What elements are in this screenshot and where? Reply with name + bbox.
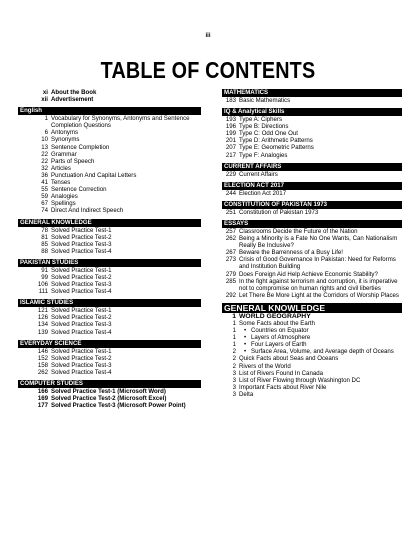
section-heading: GENERAL KNOWLEDGE: [18, 219, 201, 227]
entry-title: Crisis of Good Governance In Pakistan: Need for Reforms and Institution Building: [239, 256, 396, 271]
toc-section: [222, 89, 402, 104]
entry-title: • Surface Area, Volume, and Average depth of Oceans: [239, 348, 402, 355]
section-heading: CURRENT AFFAIRS: [222, 163, 402, 171]
page-ref: 74: [41, 207, 48, 215]
toc-entry: [18, 329, 201, 336]
entry-title: Let There Be More Light at the Corridors of Worship Places: [239, 291, 399, 299]
entry-title: Advertisement: [51, 96, 94, 104]
entry-title: Articles: [51, 164, 71, 172]
toc-entry: [222, 235, 402, 249]
entry-title: Does Foreign Aid Help Achieve Economic Stability?: [239, 270, 378, 278]
page-ref: 22: [41, 150, 48, 158]
page-ref: 67: [41, 200, 48, 208]
entry-title: Classrooms Decide the Future of the Nation: [239, 227, 358, 235]
entry-title: Solved Practice Test-1: [51, 266, 112, 274]
entry-title: Constitution of Pakistan 1973: [239, 208, 319, 216]
entry-title: WORLD GEOGRAPHY: [239, 312, 311, 320]
toc-entry: [18, 321, 201, 328]
page-ref: 201: [225, 137, 236, 145]
page-ref: 41: [41, 179, 48, 187]
entry-title: Solved Practice Test-4: [51, 328, 112, 336]
entry-title: Being a Minority is a Fate No One Wants, Can Nationalism Really Be Inclusive?: [239, 235, 398, 250]
entry-title: • Layers of Atmosphere: [239, 334, 402, 341]
toc-entry: [18, 129, 201, 136]
entry-title: Solved Practice Test-2: [51, 233, 112, 241]
entry-title: Solved Practice Test-3: [51, 361, 112, 369]
toc-entry: [222, 341, 402, 348]
entry-title: List of River Flowing through Washington DC: [239, 376, 361, 384]
toc-entry: [222, 355, 402, 362]
toc-entry: [18, 158, 201, 165]
entry-title: Important Facts about River Nile: [239, 383, 327, 391]
toc-section: [18, 299, 201, 335]
entry-title: Sentence Completion: [51, 143, 110, 151]
entry-title: Solved Practice Test-3 (Microsoft Power Point): [51, 402, 186, 410]
toc-section: [222, 303, 402, 398]
toc-entry: [222, 327, 402, 334]
entry-title: List of Rivers Found In Canada: [239, 369, 324, 377]
page-ref: 88: [41, 247, 48, 255]
entry-title: Solved Practice Test-2: [51, 273, 112, 281]
toc-entry: [222, 370, 402, 377]
entry-title: Solved Practice Test-3: [51, 321, 112, 329]
toc-entry: [222, 377, 402, 384]
entry-title: About the Book: [51, 89, 97, 96]
page-ref: 13: [41, 143, 48, 151]
page-ref: 146: [37, 347, 48, 355]
entry-title: Spellings: [51, 200, 76, 208]
entry-title: Solved Practice Test-2: [51, 314, 112, 322]
toc-entry: [222, 209, 402, 216]
toc-entry: [18, 369, 201, 376]
entry-title: Beware the Barrenness of a Busy Life!: [239, 249, 343, 257]
entry-title: Type A: Ciphers: [239, 116, 283, 124]
page-ref: 99: [41, 273, 48, 281]
page-ref: 262: [225, 235, 236, 243]
toc-entry: [18, 402, 201, 409]
toc-entry: [222, 97, 402, 104]
entry-title: • Four Layers of Earth: [239, 341, 402, 348]
page-ref: 207: [225, 144, 236, 152]
toc-entry: [222, 334, 402, 341]
entry-title: In the fight against terrorism and corruption, it is imperative not to compromise on human rights and civil liberties: [239, 277, 398, 292]
toc-entry: [222, 292, 402, 299]
page-ref: 2: [232, 362, 236, 370]
page-ref: 262: [37, 368, 48, 376]
toc-entry: [18, 314, 201, 321]
toc-entry: [222, 271, 402, 278]
entry-title: Vocabulary for Synonyms, Antonyms and Sentence Completion Questions: [51, 115, 190, 130]
toc-entry: [222, 348, 402, 355]
entry-title: Solved Practice Test-1: [51, 347, 112, 355]
toc-entry: [18, 388, 201, 395]
toc-entry: [18, 207, 201, 214]
toc-section: [222, 220, 402, 299]
page-ref: 244: [225, 189, 236, 197]
page-ref: xi: [42, 89, 48, 96]
entry-title: Synonyms: [51, 136, 80, 144]
toc-entry: [18, 193, 201, 200]
entry-title: Type E: Geometric Patterns: [239, 144, 314, 152]
entry-title: Type C: Odd One Out: [239, 130, 298, 138]
page-number: iii: [205, 33, 211, 39]
toc-entry: [222, 137, 402, 144]
toc-section: [18, 380, 201, 409]
page-ref: 81: [41, 233, 48, 241]
page-ref: 32: [41, 164, 48, 172]
page-ref: 2: [232, 355, 236, 363]
entry-title: Sentence Correction: [51, 186, 107, 194]
section-heading: ESSAYS: [222, 220, 402, 228]
page-ref: 292: [225, 291, 236, 299]
page-ref: 279: [225, 270, 236, 278]
page-ref: 22: [41, 157, 48, 165]
toc-entry: [18, 274, 201, 281]
page-ref: 106: [37, 281, 48, 289]
page-ref: 166: [37, 388, 48, 395]
page-ref: 196: [225, 123, 236, 131]
toc-entry: [18, 89, 201, 96]
entry-title: Type D: Arithmetic Patterns: [239, 137, 313, 145]
toc-entry: [222, 278, 402, 292]
toc-section: [222, 182, 402, 197]
toc-entry: [222, 152, 402, 159]
toc-entry: [222, 228, 402, 235]
page-ref: 1: [44, 115, 48, 123]
toc-entry: [222, 256, 402, 270]
toc-entry: [222, 144, 402, 151]
toc-entry: [222, 384, 402, 391]
page-ref: 158: [37, 361, 48, 369]
page-ref: 1: [232, 319, 236, 327]
page-ref: 85: [41, 240, 48, 248]
toc-section: [18, 259, 201, 295]
page-ref: 3: [232, 369, 236, 377]
toc-entry: [18, 115, 201, 129]
section-heading: PAKISTAN STUDIES: [18, 259, 201, 267]
page-ref: 134: [37, 321, 48, 329]
entry-title: Type B: Directions: [239, 123, 289, 131]
toc-entry: [18, 241, 201, 248]
page-ref: 3: [232, 390, 236, 398]
page-ref: 199: [225, 130, 236, 138]
toc-entry: [18, 248, 201, 255]
page-ref: 229: [225, 170, 236, 178]
toc-entry: [222, 130, 402, 137]
entry-title: Some Facts about the Earth: [239, 319, 315, 327]
toc-entry: [18, 281, 201, 288]
entry-title: Delta: [239, 390, 254, 398]
toc-entry: [18, 227, 201, 234]
toc-entry: [18, 200, 201, 207]
page-title: TABLE OF CONTENTS: [100, 57, 316, 83]
page-ref: 78: [41, 226, 48, 234]
section-heading: ISLAMIC STUDIES: [18, 299, 201, 307]
page-ref: 111: [38, 288, 48, 296]
page-ref: xii: [41, 96, 48, 104]
page-ref: 285: [225, 277, 236, 285]
entry-title: Solved Practice Test-4: [51, 247, 112, 255]
entry-title: Solved Practice Test-2: [51, 354, 112, 362]
toc-entry: [18, 172, 201, 179]
section-heading: EVERYDAY SCIENCE: [18, 340, 201, 348]
toc-entry: [222, 171, 402, 178]
left-column: [18, 89, 201, 409]
toc-entry: [18, 307, 201, 314]
entry-title: Antonyms: [51, 129, 79, 137]
section-heading: CONSTITUTION OF PAKISTAN 1973: [222, 201, 402, 209]
page-ref: 1: [232, 327, 236, 335]
entry-title: Solved Practice Test-4: [51, 288, 112, 296]
section-heading: IQ & Analytical Skills: [222, 108, 402, 116]
toc-entry: [222, 313, 402, 320]
toc-entry: [18, 267, 201, 274]
toc-entry: [18, 136, 201, 143]
toc-entry: [222, 123, 402, 130]
toc-entry: [222, 363, 402, 370]
entry-title: Punctuation And Capital Letters: [51, 171, 137, 179]
section-heading: GENERAL KNOWLEDGE: [222, 303, 402, 313]
entry-title: Election Act 2017: [239, 189, 287, 197]
toc-section: [18, 219, 201, 255]
page-ref: 91: [41, 266, 48, 274]
toc-section: [222, 108, 402, 159]
page-ref: 1: [232, 334, 236, 342]
toc-entry: [18, 165, 201, 172]
entry-title: Solved Practice Test-1 (Microsoft Word): [51, 388, 166, 395]
entry-title: Rivers of the World: [239, 362, 291, 370]
page-ref: 3: [232, 376, 236, 384]
page-ref: 6: [44, 129, 48, 137]
page-ref: 59: [41, 193, 48, 201]
page-ref: 126: [37, 314, 48, 322]
toc-entry: [18, 362, 201, 369]
page-ref: 3: [232, 383, 236, 391]
entry-title: Solved Practice Test-3: [51, 281, 112, 289]
page-ref: 10: [41, 136, 48, 144]
toc-entry: [222, 249, 402, 256]
entry-title: Solved Practice Test-1: [51, 226, 112, 234]
page-ref: 183: [225, 97, 236, 104]
toc-entry: [18, 179, 201, 186]
page-ref: 1: [232, 341, 236, 349]
toc-section: [222, 201, 402, 216]
toc-entry: [18, 348, 201, 355]
toc-entry: [18, 186, 201, 193]
entry-title: Basic Mathematics: [239, 97, 291, 104]
page-ref: 2: [232, 348, 236, 356]
page-ref: 139: [37, 328, 48, 336]
toc-entry: [18, 151, 201, 158]
entry-title: Direct And Indirect Speech: [51, 207, 124, 215]
toc-entry: [18, 96, 201, 103]
section-heading: MATHEMATICS: [222, 89, 402, 97]
page-ref: 251: [225, 208, 236, 216]
toc-entry: [18, 395, 201, 402]
page-ref: 193: [225, 116, 236, 124]
toc-entry: [18, 355, 201, 362]
toc-section: [18, 89, 201, 103]
entry-title: Analogies: [51, 193, 78, 201]
toc-entry: [222, 320, 402, 327]
page-ref: 1: [232, 312, 236, 320]
page-ref: 257: [225, 227, 236, 235]
entry-title: Solved Practice Test-3: [51, 240, 112, 248]
page-ref: 267: [225, 249, 236, 257]
toc-section: [222, 163, 402, 178]
entry-title: Quick Facts about Seas and Oceans: [239, 355, 339, 363]
page-ref: 177: [37, 402, 48, 410]
entry-title: Solved Practice Test-2 (Microsoft Excel): [51, 395, 167, 403]
toc-entry: [222, 391, 402, 398]
page-ref: 217: [225, 151, 236, 159]
toc-section: [18, 107, 201, 214]
page-ref: 121: [37, 307, 48, 315]
toc-entry: [222, 116, 402, 123]
entry-title: Solved Practice Test-4: [51, 368, 112, 376]
toc-entry: [18, 144, 201, 151]
right-column: [222, 89, 402, 398]
page-ref: 169: [37, 395, 48, 403]
toc-entry: [18, 288, 201, 295]
page-ref: 36: [41, 171, 48, 179]
page-ref: 273: [225, 256, 236, 264]
entry-title: Grammar: [51, 150, 77, 158]
section-heading: English: [18, 107, 201, 115]
entry-title: Parts of Speech: [51, 157, 95, 165]
page-ref: 55: [41, 186, 48, 194]
toc-entry: [18, 234, 201, 241]
section-heading: COMPUTER STUDIES: [18, 380, 201, 388]
entry-title: • Countries on Equator: [239, 327, 402, 334]
section-heading: ELECTION ACT 2017: [222, 182, 402, 190]
entry-title: Tenses: [51, 179, 71, 187]
entry-title: Type F: Analogies: [239, 151, 288, 159]
page-ref: 152: [37, 354, 48, 362]
entry-title: Current Affairs: [239, 170, 278, 178]
entry-title: Solved Practice Test-1: [51, 307, 112, 315]
toc-section: [18, 340, 201, 376]
toc-entry: [222, 190, 402, 197]
